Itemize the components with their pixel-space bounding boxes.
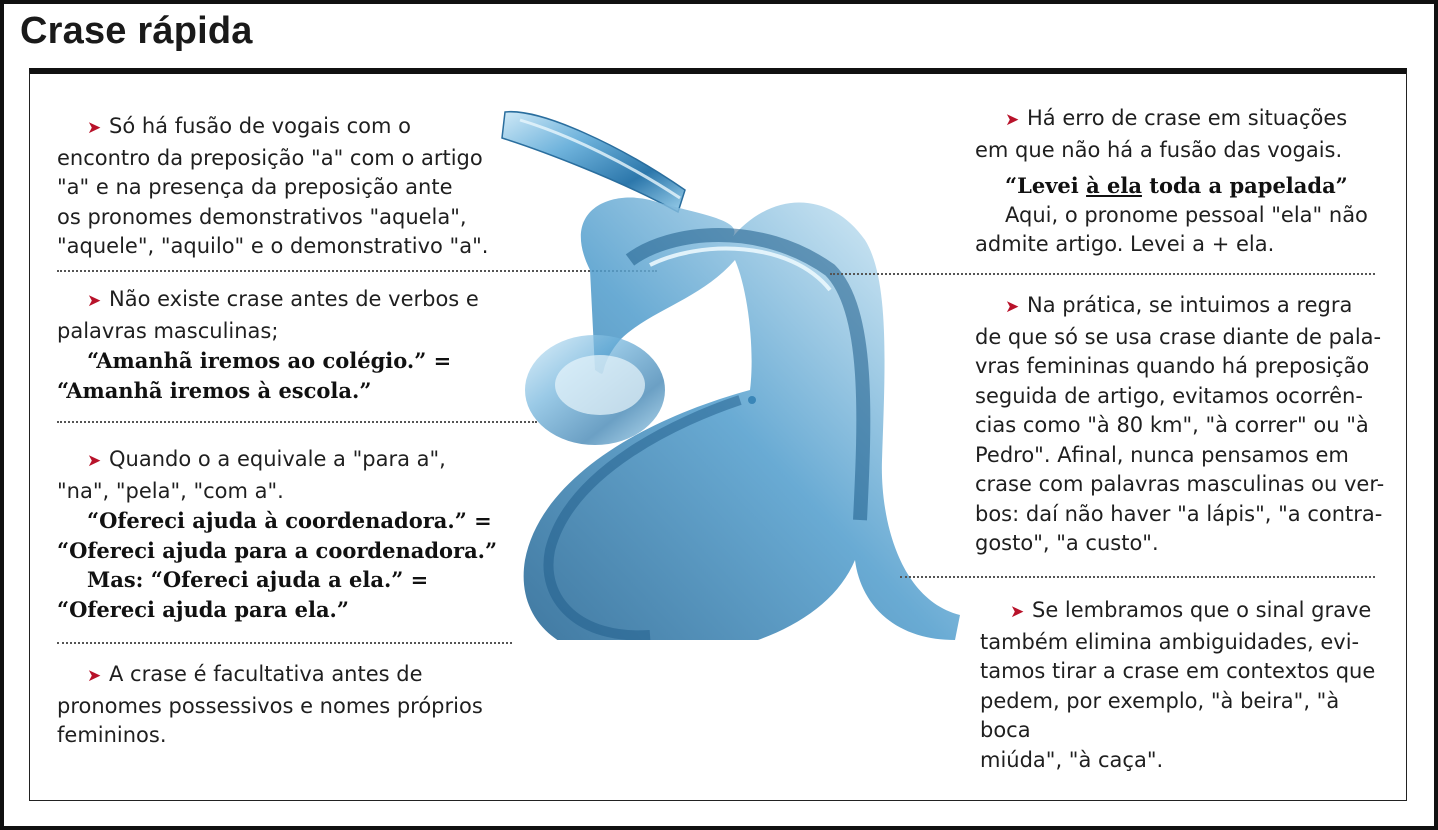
text-line: encontro da preposição "a" com o artigo bbox=[57, 145, 483, 170]
divider bbox=[830, 273, 1375, 275]
text-line: Pedro". Afinal, nunca pensamos em bbox=[975, 442, 1349, 467]
text-line: Há erro de crase em situações bbox=[1027, 106, 1348, 130]
divider bbox=[57, 642, 512, 644]
example-text: toda a papelada” bbox=[1141, 173, 1348, 198]
arrow-bullet-icon: ➤ bbox=[87, 451, 102, 471]
text-line: "aquele", "aquilo" e o demonstrativo "a". bbox=[57, 234, 489, 258]
text-line: admite artigo. Levei a + ela. bbox=[975, 232, 1275, 256]
text-line: os pronomes demonstrativos "aquela", bbox=[57, 204, 467, 229]
left-para-4 bbox=[57, 660, 507, 751]
page-title: Crase rápida bbox=[20, 10, 253, 52]
example-text: “Levei bbox=[1005, 173, 1087, 198]
text-line: de que só se usa crase diante de pala- bbox=[975, 324, 1382, 349]
text-line: crase com palavras masculinas ou ver- bbox=[975, 472, 1385, 496]
right-para-3 bbox=[980, 596, 1390, 775]
text-line: Só há fusão de vogais com o bbox=[109, 114, 411, 138]
text-line: "na", "pela", "com a". bbox=[57, 478, 284, 503]
left-para-2 bbox=[57, 285, 517, 405]
arrow-bullet-icon: ➤ bbox=[1010, 602, 1025, 622]
divider bbox=[57, 421, 537, 423]
example-line bbox=[975, 171, 1385, 201]
text-line: Na prática, se intuimos a regra bbox=[1027, 293, 1353, 317]
text-line: Se lembramos que o sinal grave bbox=[1032, 598, 1372, 622]
text-line: femininos. bbox=[57, 723, 167, 747]
example-line: “Ofereci ajuda para ela.” bbox=[57, 596, 349, 622]
arrow-bullet-icon: ➤ bbox=[87, 118, 102, 138]
text-line: "a" e na presença da preposição ante bbox=[57, 175, 453, 199]
right-para-2 bbox=[975, 291, 1385, 559]
text-line: bos: daí não haver "a lápis", "a contra- bbox=[975, 501, 1383, 526]
divider bbox=[900, 576, 1375, 578]
example-line: “Ofereci ajuda para a coordenadora.” bbox=[57, 537, 498, 563]
example-line: “Amanhã iremos à escola.” bbox=[57, 377, 372, 403]
text-line: tamos tirar a crase em contextos que bbox=[980, 659, 1376, 683]
example-line: “Ofereci ajuda à coordenadora.” = bbox=[87, 508, 492, 533]
example-line: “Amanhã iremos ao colégio.” = bbox=[87, 348, 452, 373]
text-line: A crase é facultativa antes de bbox=[109, 662, 423, 686]
arrow-bullet-icon: ➤ bbox=[1005, 110, 1020, 130]
text-line: em que não há a fusão das vogais. bbox=[975, 137, 1343, 162]
text-line: seguida de artigo, evitamos ocorrên- bbox=[975, 383, 1363, 408]
text-line: miúda", "à caça". bbox=[980, 747, 1164, 772]
text-line: pronomes possessivos e nomes próprios bbox=[57, 693, 483, 718]
text-line: Não existe crase antes de verbos e bbox=[109, 287, 479, 311]
arrow-bullet-icon: ➤ bbox=[1005, 297, 1020, 317]
right-para-1 bbox=[975, 104, 1385, 260]
left-para-3 bbox=[57, 445, 527, 624]
text-line: gosto", "a custo". bbox=[975, 531, 1159, 555]
text-line: Quando o a equivale a "para a", bbox=[109, 447, 446, 471]
text-line: também elimina ambiguidades, evi- bbox=[980, 629, 1360, 654]
text-line: pedem, por exemplo, "à beira", "à boca bbox=[980, 688, 1340, 742]
example-underlined: à ela bbox=[1086, 173, 1142, 198]
text-line: Aqui, o pronome pessoal "ela" não bbox=[1005, 202, 1368, 227]
text-line: palavras masculinas; bbox=[57, 318, 279, 343]
text-line: vras femininas quando há preposição bbox=[975, 354, 1370, 378]
arrow-bullet-icon: ➤ bbox=[87, 291, 102, 311]
text-line: cias como "à 80 km", "à correr" ou "à bbox=[975, 413, 1369, 437]
arrow-bullet-icon: ➤ bbox=[87, 666, 102, 686]
left-para-1 bbox=[57, 112, 497, 262]
example-line: Mas: “Ofereci ajuda a ela.” = bbox=[87, 567, 429, 592]
water-letter-a-icon bbox=[500, 100, 980, 640]
